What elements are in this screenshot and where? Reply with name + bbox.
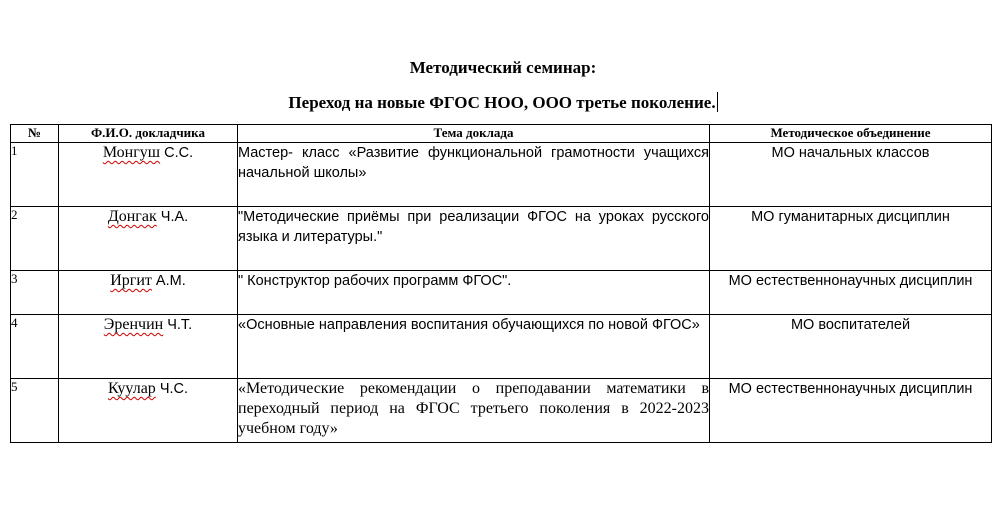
speaker-surname: Донгак [107,208,157,225]
row-topic: Мастер- класс «Развитие функциональной грамотности учащихся начальной школы» [238,143,710,207]
row-speaker [59,315,238,379]
row-association: МО естественнонаучных дисциплин [710,271,992,315]
table-row [11,379,992,443]
row-speaker [59,207,238,271]
row-association: МО гуманитарных дисциплин [710,207,992,271]
row-topic: «Методические рекомендации о преподавании математики в переходный период на ФГОС третьего поколения в 2022-2023 учебном году» [238,379,710,443]
table-header-row [11,125,992,143]
speaker-initials: Ч.А. [156,209,189,225]
table-row [11,271,992,315]
row-speaker [59,143,238,207]
speaker-initials: Ч.Т. [163,317,193,333]
row-num: 4 [11,315,59,379]
text-cursor [717,92,718,112]
table-row [11,315,992,379]
speaker-surname: Монгуш [102,144,161,161]
document-title: Методический семинар: [409,58,597,77]
speaker-surname: Иргит [110,272,152,289]
speaker-initials: Ч.С. [155,381,189,397]
row-topic: "Методические приёмы при реализации ФГОС на уроках русского языка и литературы." [238,207,710,271]
header-association: Методическое объединение [710,125,992,143]
document-subtitle-text: Переход на новые ФГОС НОО, ООО третье поколение. [288,93,716,112]
row-num: 5 [11,379,59,443]
table-row [11,207,992,271]
speaker-initials: С.С. [160,145,194,161]
row-num: 2 [11,207,59,271]
row-association: МО естественнонаучных дисциплин [710,379,992,443]
row-association: МО начальных классов [710,143,992,207]
row-speaker [59,271,238,315]
header-speaker: Ф.И.О. докладчика [59,125,238,143]
document-subtitle [0,92,1006,113]
speaker-surname: Эренчин [103,316,164,333]
row-num: 3 [11,271,59,315]
row-speaker [59,379,238,443]
row-topic: " Конструктор рабочих программ ФГОС". [238,271,710,315]
speaker-surname: Куулар [107,380,156,397]
speaker-initials: А.М. [151,273,186,289]
header-topic: Тема доклада [238,125,710,143]
header-num: № [11,125,59,143]
seminar-table [10,124,992,443]
row-num: 1 [11,143,59,207]
table-row [11,143,992,207]
row-topic: «Основные направления воспитания обучающихся по новой ФГОС» [238,315,710,379]
row-association: МО воспитателей [710,315,992,379]
